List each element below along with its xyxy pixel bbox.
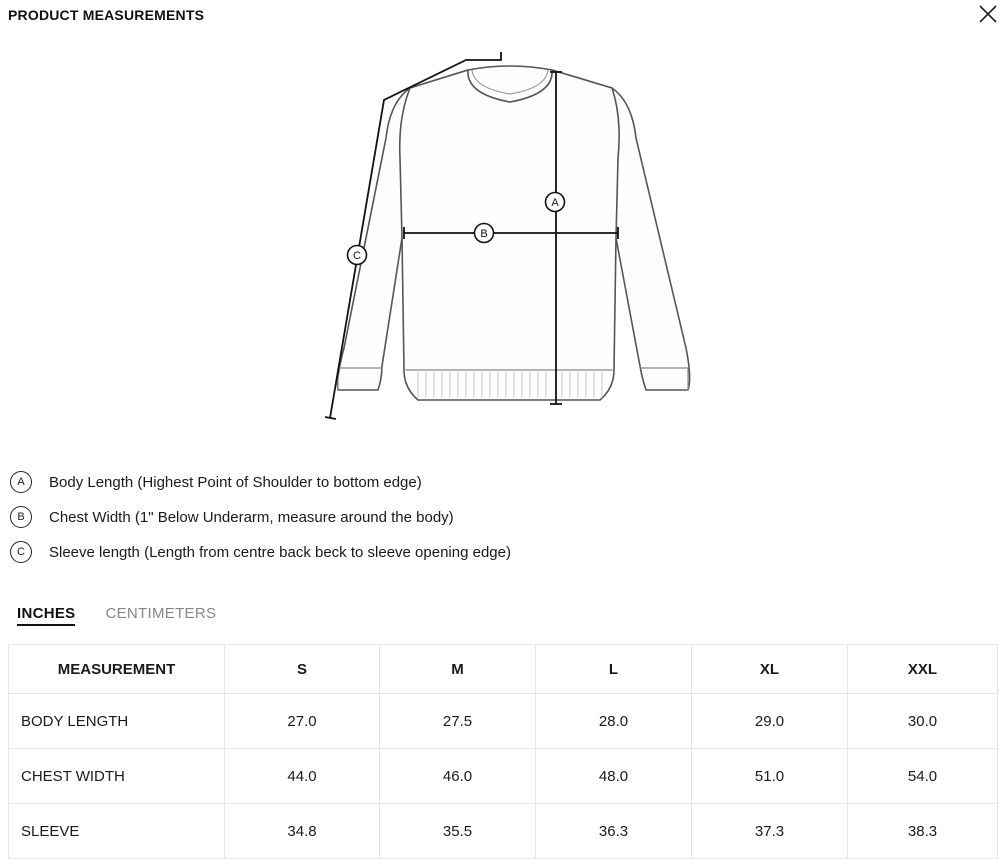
close-icon[interactable] (976, 2, 1000, 26)
legend-item-body-length (10, 470, 511, 494)
table-cell: 44.0 (225, 749, 380, 804)
legend-item-chest-width (10, 505, 511, 529)
tab-inches[interactable]: INCHES (17, 605, 75, 626)
table-cell: 48.0 (536, 749, 692, 804)
tab-centimeters[interactable]: CENTIMETERS (105, 605, 217, 622)
legend-text-body-length: Body Length (Highest Point of Shoulder to bottom edge) (49, 473, 422, 491)
page-title: PRODUCT MEASUREMENTS (8, 7, 205, 23)
table-cell: 30.0 (848, 694, 998, 749)
svg-text:B: B (480, 228, 488, 240)
row-label: SLEEVE (9, 804, 225, 859)
sweater-diagram (300, 48, 720, 428)
svg-text:A: A (551, 197, 559, 209)
column-header: S (225, 645, 380, 694)
column-header: L (536, 645, 692, 694)
legend-item-sleeve-length (10, 540, 511, 564)
table-row (9, 804, 998, 859)
table-header-row (9, 645, 998, 694)
legend-text-chest-width: Chest Width (1" Below Underarm, measure around the body) (49, 508, 454, 526)
table-cell: 28.0 (536, 694, 692, 749)
unit-tabs (17, 605, 246, 626)
column-header: M (380, 645, 536, 694)
table-cell: 38.3 (848, 804, 998, 859)
table-cell: 27.5 (380, 694, 536, 749)
marker-b (475, 224, 494, 243)
size-table (8, 644, 998, 859)
table-cell: 54.0 (848, 749, 998, 804)
legend-badge-b: B (10, 506, 32, 528)
marker-a (546, 193, 565, 212)
table-cell: 29.0 (692, 694, 848, 749)
table-row (9, 694, 998, 749)
legend-badge-c: C (10, 541, 32, 563)
marker-c (348, 246, 367, 265)
measurement-legend (10, 470, 511, 575)
close-button[interactable] (976, 2, 1000, 26)
column-header: MEASUREMENT (9, 645, 225, 694)
row-label: CHEST WIDTH (9, 749, 225, 804)
table-cell: 34.8 (225, 804, 380, 859)
column-header: XL (692, 645, 848, 694)
svg-text:C: C (353, 250, 361, 262)
table-cell: 35.5 (380, 804, 536, 859)
table-cell: 51.0 (692, 749, 848, 804)
table-cell: 27.0 (225, 694, 380, 749)
legend-badge-a: A (10, 471, 32, 493)
row-label: BODY LENGTH (9, 694, 225, 749)
legend-text-sleeve-length: Sleeve length (Length from centre back beck to sleeve opening edge) (49, 543, 511, 561)
table-cell: 36.3 (536, 804, 692, 859)
table-row (9, 749, 998, 804)
table-cell: 46.0 (380, 749, 536, 804)
table-cell: 37.3 (692, 804, 848, 859)
column-header: XXL (848, 645, 998, 694)
